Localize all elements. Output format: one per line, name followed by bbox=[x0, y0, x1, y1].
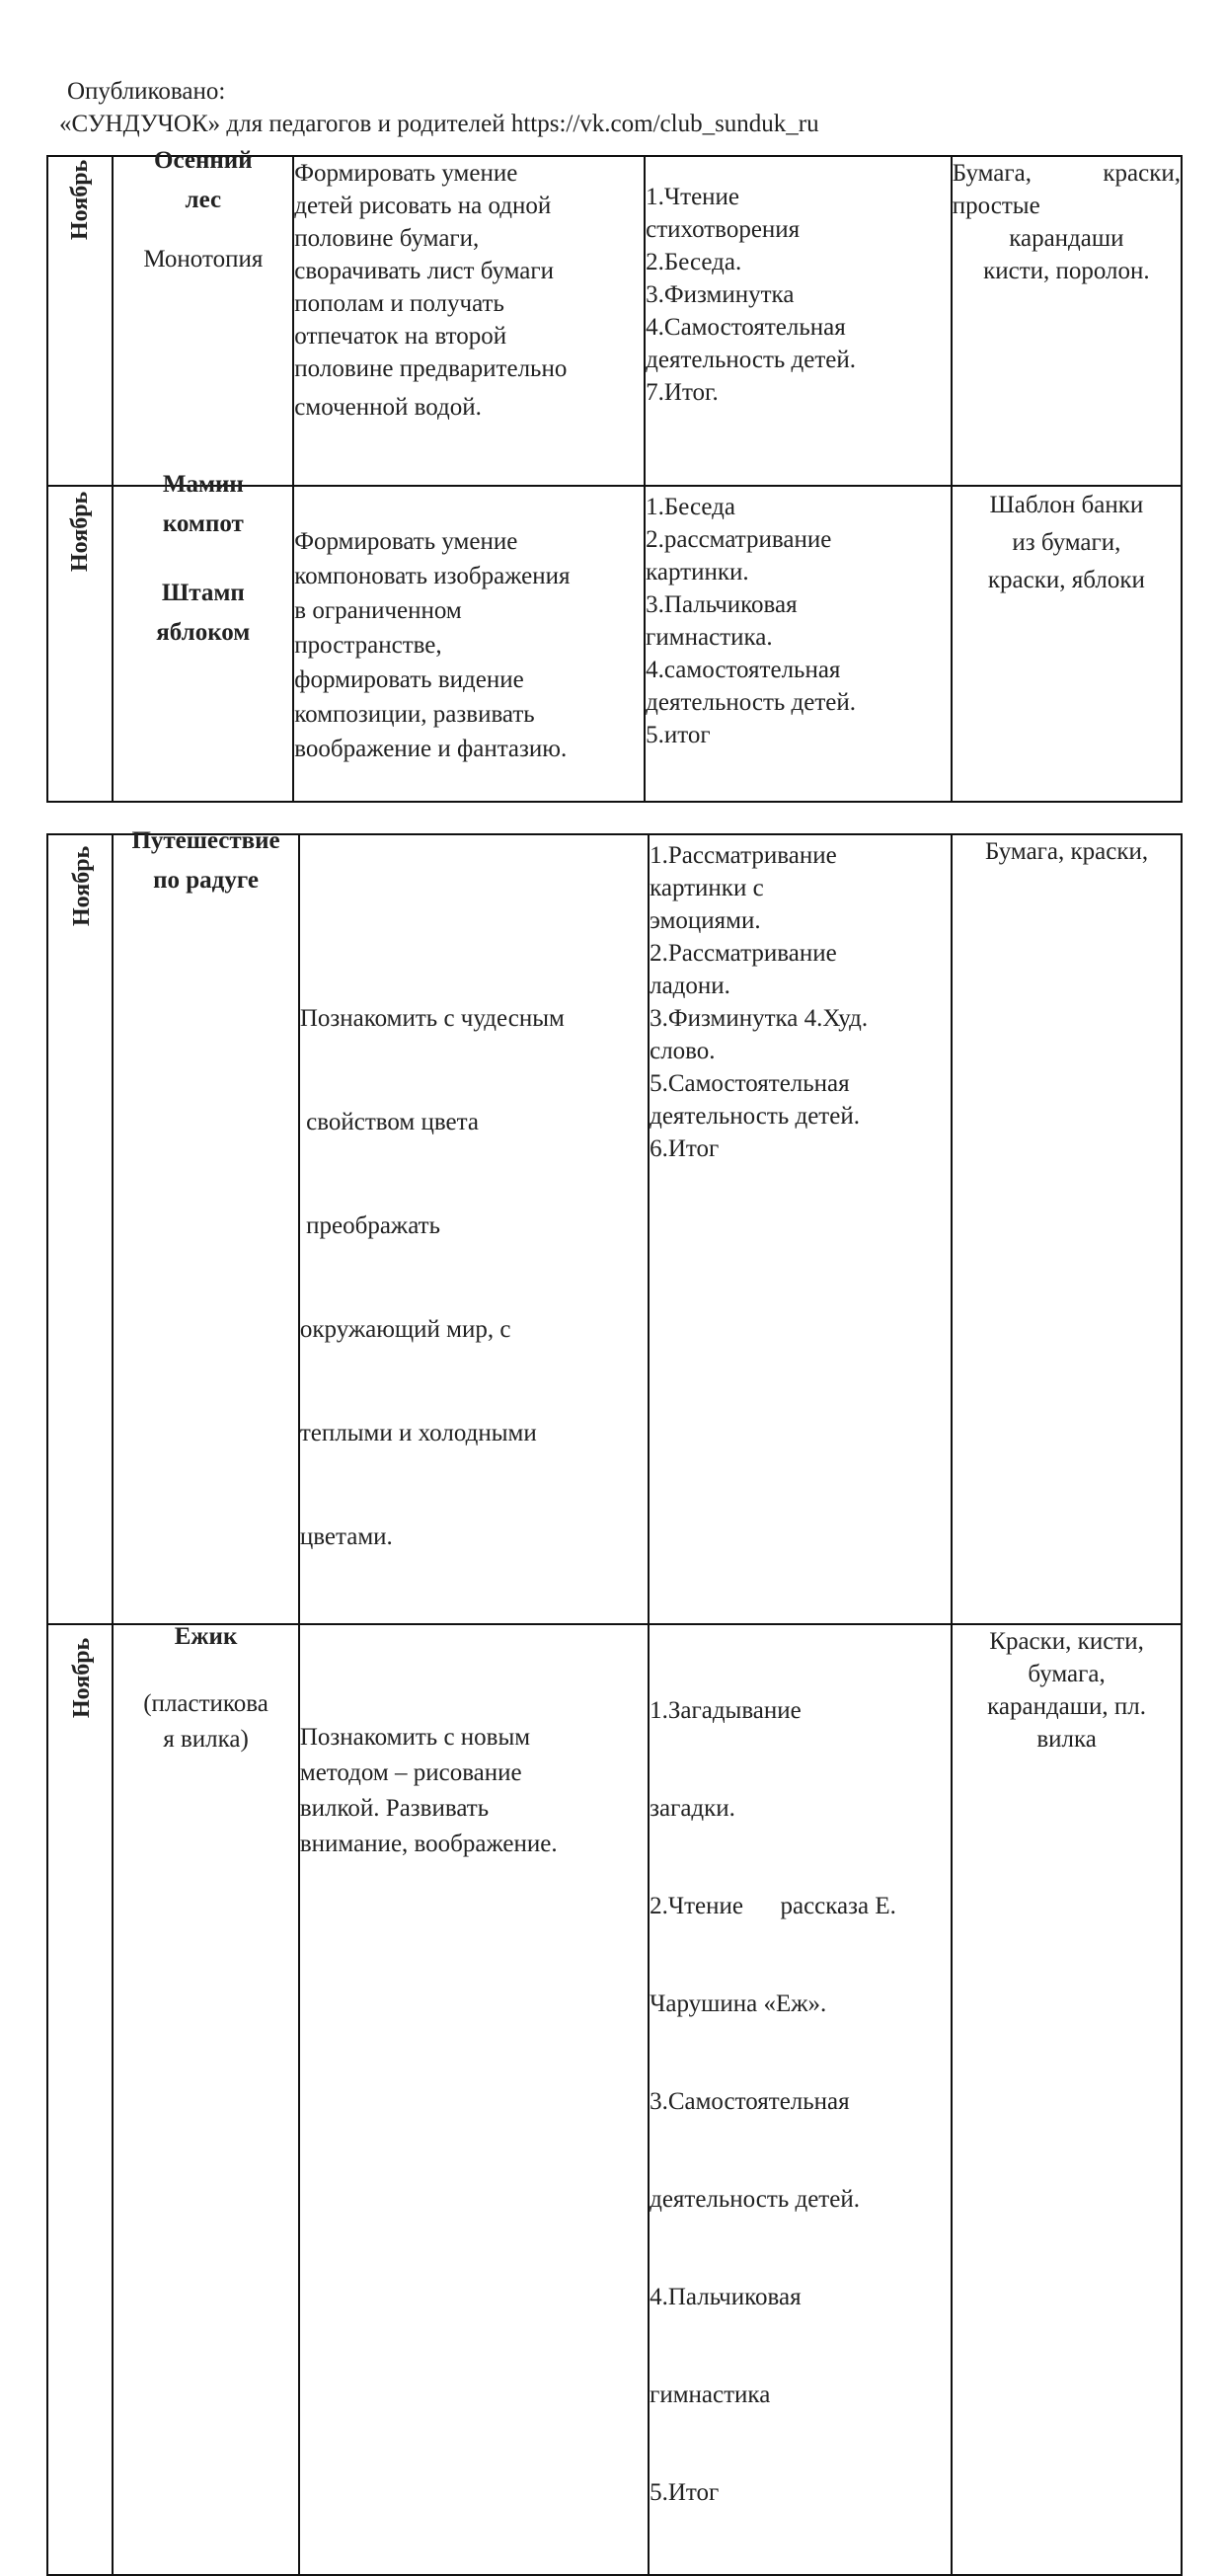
topic-title: Путешествие bbox=[131, 827, 280, 854]
topic-method: (пластикова bbox=[143, 1690, 268, 1717]
table-row bbox=[47, 156, 1182, 486]
topic-method: Монотопия bbox=[143, 246, 264, 273]
table-row bbox=[47, 834, 1182, 1624]
material-line: простые bbox=[952, 193, 1040, 219]
topic-title: Мамин bbox=[162, 471, 244, 498]
goal-cell bbox=[293, 486, 645, 802]
step-line: 1.Чтение bbox=[646, 184, 740, 210]
step-line: 3.Физминутка bbox=[646, 281, 795, 308]
goal-line: отпечаток на второй bbox=[294, 323, 507, 350]
goal-line: формировать видение bbox=[294, 666, 524, 693]
topic-title: лес bbox=[185, 187, 222, 213]
goal-line: методом – рисование bbox=[299, 1759, 522, 1786]
table-row bbox=[47, 486, 1182, 802]
topic-cell bbox=[113, 147, 293, 486]
material-line: карандаши bbox=[1009, 225, 1124, 252]
step-line: 3.Физминутка 4.Худ. bbox=[650, 1005, 869, 1032]
materials-cell bbox=[952, 1624, 1182, 2575]
goal-cell bbox=[293, 156, 645, 486]
goal-line: свойством цвета bbox=[299, 1109, 479, 1135]
goal-line: пополам и получать bbox=[294, 290, 504, 317]
goal-line: Формировать умение bbox=[294, 160, 518, 187]
month-label: Ноябрь bbox=[67, 491, 93, 572]
step-line: 2.рассматривание bbox=[646, 526, 832, 553]
step-line: 4.самостоятельная bbox=[646, 657, 841, 683]
material-line-part: Бумага, краски, bbox=[952, 160, 1181, 187]
goal-line: окружающий мир, с bbox=[299, 1316, 511, 1343]
publication-header bbox=[59, 75, 819, 140]
month-label: Ноябрь bbox=[69, 845, 95, 926]
step-line: деятельность детей. bbox=[646, 347, 856, 373]
goal-line: цветами. bbox=[299, 1523, 393, 1550]
goal-cell bbox=[299, 834, 649, 1624]
month-cell bbox=[47, 834, 113, 1624]
step-line: 4.Пальчиковая bbox=[650, 2284, 802, 2310]
step-line: 3.Самостоятельная bbox=[650, 2088, 850, 2115]
material-line: Бумага, краски, bbox=[985, 838, 1149, 865]
step-line: эмоциями. bbox=[650, 907, 761, 934]
step-line: 5.Самостоятельная bbox=[650, 1070, 850, 1097]
material-line: карандаши, пл. bbox=[987, 1693, 1147, 1720]
goal-line: композиции, развивать bbox=[294, 701, 535, 728]
step-line: 6.Итог bbox=[650, 1135, 720, 1162]
lesson-table-2 bbox=[46, 827, 1183, 2576]
month-label: Ноябрь bbox=[69, 1637, 95, 1718]
goal-line: теплыми и холодными bbox=[299, 1420, 537, 1446]
material-line: вилка bbox=[1036, 1726, 1097, 1753]
step-line: деятельность детей. bbox=[650, 2186, 860, 2213]
step-line: стихотворения bbox=[646, 216, 801, 243]
step-line: загадки. bbox=[650, 1795, 735, 1822]
goal-line: внимание, воображение. bbox=[299, 1831, 558, 1857]
step-line: 5.итог bbox=[646, 722, 711, 748]
goal-line: преображать bbox=[299, 1212, 440, 1239]
goal-line: Формировать умение bbox=[294, 528, 518, 555]
month-cell bbox=[47, 486, 113, 802]
topic-method: яблоком bbox=[156, 619, 251, 646]
topic-title: по радуге bbox=[153, 867, 259, 894]
step-line: 5.Итог bbox=[650, 2479, 720, 2506]
topic-cell bbox=[113, 1624, 299, 2575]
material-line: кисти, поролон. bbox=[983, 258, 1150, 284]
month-label: Ноябрь bbox=[67, 159, 93, 240]
step-line: 1.Загадывание bbox=[650, 1697, 802, 1724]
goal-line: половине предварительно bbox=[294, 355, 568, 382]
goal-line: компоновать изображения bbox=[294, 563, 571, 589]
material-line: из бумаги, bbox=[1012, 529, 1121, 556]
material-line: бумага, bbox=[1028, 1661, 1106, 1687]
step-line: 7.Итог. bbox=[646, 379, 719, 406]
step-line: 4.Самостоятельная bbox=[646, 314, 846, 341]
step-line: 1.Рассматривание bbox=[650, 842, 837, 869]
month-cell bbox=[47, 156, 113, 486]
topic-title: Ежик bbox=[174, 1623, 238, 1650]
step-line: 2.Рассматривание bbox=[650, 940, 837, 967]
steps-cell bbox=[649, 1624, 952, 2575]
steps-cell bbox=[649, 834, 952, 1624]
step-line: ладони. bbox=[650, 973, 730, 999]
topic-cell bbox=[113, 827, 299, 1624]
step-line: 3.Пальчиковая bbox=[646, 591, 798, 618]
material-line: краски, яблоки bbox=[987, 567, 1145, 593]
topic-title: компот bbox=[162, 510, 244, 537]
material-line: Краски, кисти, bbox=[989, 1628, 1144, 1655]
step-line: деятельность детей. bbox=[650, 1103, 860, 1130]
goal-line: в ограниченном bbox=[294, 597, 462, 624]
goal-line: половине бумаги, bbox=[294, 225, 480, 252]
step-line: деятельность детей. bbox=[646, 689, 856, 716]
goal-line: смоченной водой. bbox=[294, 394, 482, 421]
topic-method: Штамп bbox=[161, 580, 245, 606]
step-line: Чарушина «Еж». bbox=[650, 1991, 827, 2017]
step-line: гимнастика bbox=[650, 2381, 771, 2408]
topic-title: Осенний bbox=[154, 147, 253, 174]
materials-cell bbox=[952, 834, 1182, 1624]
step-line: 2.Чтение рассказа Е. bbox=[650, 1893, 896, 1919]
goal-line: сворачивать лист бумаги bbox=[294, 258, 555, 284]
topic-cell bbox=[113, 471, 293, 802]
goal-line: воображение и фантазию. bbox=[294, 736, 568, 762]
step-line: картинки с bbox=[650, 875, 764, 901]
steps-cell bbox=[645, 156, 952, 486]
step-line: 2.Беседа. bbox=[646, 249, 742, 275]
goal-line: детей рисовать на одной bbox=[294, 193, 552, 219]
lesson-table-1 bbox=[46, 147, 1183, 803]
material-line: Шаблон банки bbox=[989, 492, 1144, 518]
goal-line: пространстве, bbox=[294, 632, 442, 659]
month-cell bbox=[47, 1624, 113, 2575]
topic-method: я вилка) bbox=[163, 1726, 249, 1753]
step-line: картинки. bbox=[646, 559, 749, 585]
materials-cell bbox=[952, 156, 1182, 486]
goal-line: Познакомить с новым bbox=[299, 1724, 531, 1751]
step-line: 1.Беседа bbox=[646, 494, 735, 520]
steps-cell bbox=[645, 486, 952, 802]
step-line: гимнастика. bbox=[646, 624, 773, 651]
header-source: «СУНДУЧОК» для педагогов и родителей https://vk.com/club_sunduk_ru bbox=[59, 111, 819, 137]
goal-cell bbox=[299, 1624, 649, 2575]
materials-cell bbox=[952, 486, 1182, 802]
table-row bbox=[47, 1624, 1182, 2575]
header-published: Опубликовано: bbox=[67, 78, 226, 105]
material-line bbox=[953, 157, 1181, 190]
goal-line: вилкой. Развивать bbox=[299, 1795, 490, 1822]
step-line: слово. bbox=[650, 1038, 716, 1064]
goal-line: Познакомить с чудесным bbox=[299, 1005, 565, 1032]
